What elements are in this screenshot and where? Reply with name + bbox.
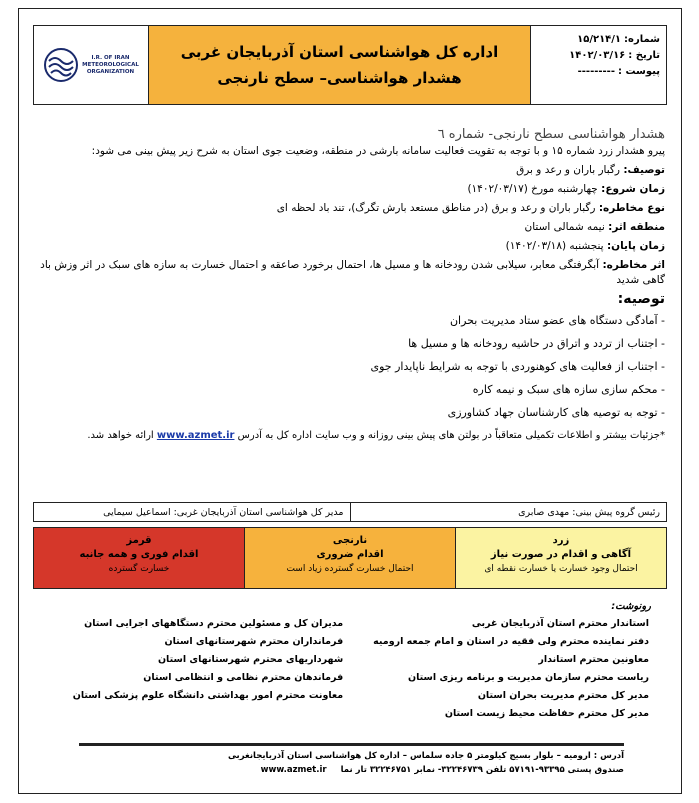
end-time-line: زمان پایان: پنجشنبه (۱۴۰۲/۰۳/۱۸) xyxy=(505,240,665,252)
recommendation-item: - اجتناب از فعالیت های کوهنوردی با توجه به شرایط ناپایدار جوی xyxy=(370,360,665,373)
level-red: قرمز اقدام فوری و همه جانبه خسارت گسترده xyxy=(34,528,244,588)
cc-column-left xyxy=(73,615,373,723)
warning-content xyxy=(31,127,665,443)
description-line: توصیف: رگبار باران و رعد و برق xyxy=(516,164,665,176)
cc-title: رونوشت: xyxy=(611,601,651,612)
attachment-value: --------- xyxy=(577,66,615,77)
recommendation-item: - آمادگی دستگاه های عضو ستاد مدیریت بحران xyxy=(449,314,665,327)
warning-intro: پیرو هشدار زرد شماره ۱۵ و با توجه به تقویت فعالیت سامانه بارشی در منطقه، وضعیت جوی استان به شرح زیر پیش بینی می شود: xyxy=(91,145,665,157)
cc-item: استاندار محترم استان آذربایجان غربی xyxy=(471,618,649,629)
number-label: شماره: xyxy=(624,34,660,45)
level-orange: نارنجی اقدام ضروری احتمال خسارت گسترده زیاد است xyxy=(244,528,455,588)
affected-region-line: منطقه اثر: نیمه شمالی استان xyxy=(524,221,665,233)
header-box xyxy=(33,25,667,105)
logo-area xyxy=(34,26,149,104)
start-time-line: زمان شروع: چهارشنبه مورخ (۱۴۰۲/۰۳/۱۷) xyxy=(467,183,665,195)
signatures-row xyxy=(33,502,667,522)
cc-recipients xyxy=(72,615,649,723)
cc-item: معاونت محترم امور بهداشتی دانشگاه علوم پزشکی استان xyxy=(72,690,344,701)
org-title: اداره کل هواشناسی استان آذربایجان غربی xyxy=(180,43,499,61)
cc-item: مدیر کل محترم حفاظت محیط زیست استان xyxy=(444,708,649,719)
logo-text: I.R. OF IRAN METEOROLOGICAL ORGANIZATION xyxy=(82,54,139,75)
recommendations-title: توصیه: xyxy=(617,291,665,307)
footer-website[interactable]: www.azmet.ir xyxy=(260,765,327,775)
cc-item: دفتر نماینده محترم ولی فقیه در استان و امام جمعه ارومیه xyxy=(373,636,649,647)
forecast-head-signature: رئیس گروه پیش بینی: مهدی صابری xyxy=(350,503,667,521)
document-page xyxy=(18,8,682,794)
recommendation-item: - اجتناب از تردد و اتراق در حاشیه رودخانه ها و مسیل ها xyxy=(408,337,665,350)
cc-item: فرمانداران محترم شهرستانهای استان xyxy=(164,636,344,647)
warning-levels-table xyxy=(33,527,667,589)
footer-divider xyxy=(79,743,624,746)
footer-phones: صندوق پستی ۹۳۳۹۵-۵۷۱۹۱ تلفن ۳۲۲۴۶۷۳۹- نمابر ۳۲۲۴۶۷۵۱ تار نما xyxy=(340,765,624,775)
letter-meta xyxy=(531,26,666,104)
warning-heading: هشدار هواشناسی سطح نارنجی- شماره ٦ xyxy=(437,127,665,142)
website-link[interactable]: www.azmet.ir xyxy=(156,430,235,441)
cc-item: مدیران کل و مسئولین محترم دستگاههای اجرایی استان xyxy=(84,618,344,629)
header-title-block xyxy=(149,26,531,104)
level-yellow: زرد آگاهی و اقدام در صورت نیاز احتمال وجود خسارت یا خسارت نقطه ای xyxy=(455,528,666,588)
number-value: ۱۵/۲۱۴/۱ xyxy=(577,34,622,45)
cc-item: فرماندهان محترم نظامی و انتظامی استان xyxy=(143,672,344,683)
meteorological-organization-logo-icon xyxy=(43,47,79,83)
attachment-label: پیوست : xyxy=(617,66,660,77)
date-value: ۱۴۰۲/۰۳/۱۶ xyxy=(569,50,626,61)
recommendation-item: - توجه به توصیه های کارشناسان جهاد کشاورزی xyxy=(447,406,665,419)
hazard-type-line: نوع مخاطره: رگبار باران و رعد و برق (در مناطق مستعد بارش تگرگ)، تند باد لحظه ای xyxy=(276,202,665,214)
footer-address: آدرس : ارومیه – بلوار بسیج کیلومتر ۵ جاده سلماس – اداره کل هواشناسی استان آذربایجانغربی xyxy=(227,751,624,761)
hazard-impact-line: اثر مخاطره: آبگرفتگی معابر، سیلابی شدن رودخانه ها و مسیل ها، احتمال برخورد صاعقه و احتمال خسارت به سازه های سبک در اثر وزش باد گاهی شدید xyxy=(40,259,665,286)
cc-item: شهرداریهای محترم شهرستانهای استان xyxy=(157,654,344,665)
date-label: تاریخ : xyxy=(628,50,660,61)
warning-level-title: هشدار هواشناسی– سطح نارنجی xyxy=(217,69,462,87)
cc-item: معاونین محترم استاندار xyxy=(538,654,649,665)
footer xyxy=(79,749,624,777)
cc-item: ریاست محترم سازمان مدیریت و برنامه ریزی استان xyxy=(407,672,649,683)
details-note: *جزئیات بیشتر و اطلاعات تکمیلی متعاقباً در بولتن های پیش بینی روزانه و وب سایت اداره کل به آدرس www.azmet.ir ارائه خواهد شد. xyxy=(87,430,665,441)
cc-item: مدیر کل محترم مدیریت بحران استان xyxy=(477,690,649,701)
director-signature: مدیر کل هواشناسی استان آذربایجان غربی: اسماعیل سیمایی xyxy=(103,506,344,518)
recommendation-item: - محکم سازی سازه های سبک و نیمه کاره xyxy=(472,383,665,396)
cc-column-right xyxy=(373,615,649,723)
